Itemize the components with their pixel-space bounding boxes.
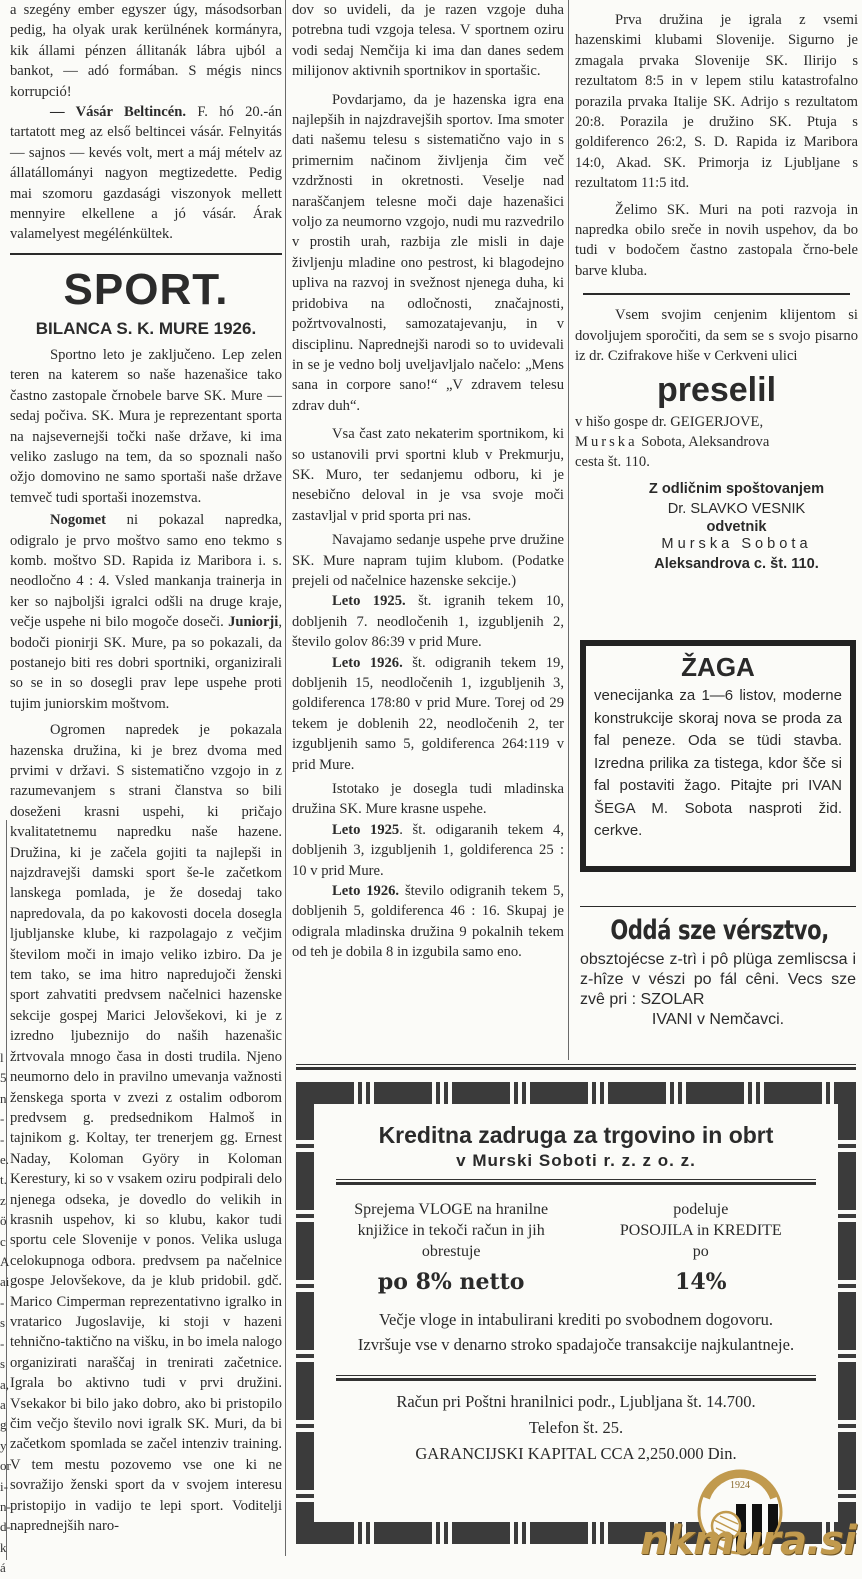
article-paragraph: Sportno leto je zaključeno. Lep zelen teren na katerem so naše hazenašice tako častno zastopale črnobele barve SK. Mure — sedaj počiva. SK. Mura je reprezentant sporta na najsevernejši točki naše države, ki ima veliko zaslugo na tem, da so spoznali našo ožjo domovino ne samo sportaši naše države temveč tudi sportaši inozemstva. <box>10 346 282 506</box>
ad-headline: preselil <box>656 370 777 409</box>
lawyer-relocation-ad <box>575 305 858 574</box>
edge-fragment: 5 <box>0 1070 7 1086</box>
article-paragraph: Nogomet ni pokazal napredka, odigralo je prvo moštvo samo eno tekmo s komb. moštvo SD. Rapida iz Maribora i. s. neodločno 4 : 4. Vsled mankanja trainerja in ker so najboljši igralci odšli na druge kraje, večje uspehe ni bilo mogoče doseči. Juniorji, bodoči pionirji SK. Mure, pa so pokazali, da postanejo biti res dobri sportniki, organizirali so se in so dosegli prav lepe uspehe proti tujim juniorskim moštvom. <box>10 512 282 712</box>
ad-address-2: Murska Sobota, Aleksandrova <box>575 433 770 450</box>
vasar-text: F. hó 20.-án tartatott meg az első beltincei vásár. Felnyitás — sajnos — kevés volt, mert a máj mételv az állatállományi nagyon megtizedette. Pedig mai szomoru gazdasági viszonyok mellett mennyire elkellene a jó vásár. Árak valamelyest megélénkültek. <box>10 104 282 243</box>
edge-fragment: n- <box>0 1498 11 1514</box>
edge-fragment: c <box>0 1233 6 1249</box>
ad-footer: Telefon št. 25. <box>528 1418 624 1437</box>
ad-title: odvetnik <box>706 518 767 535</box>
edge-fragment: t. <box>0 1172 7 1188</box>
article-paragraph: Ogromen napredek je pokazala hazenska družina, ki je brez dvoma med prvimi v državi. S sistematično vzgojo in z razumevanjem s strani članstva so bili doseženi krasni uspehi, ki pričajo kvalitatetnemu napredku naše hazene. Družina, ki je začela gojiti ta najlepši in najzdravejši damski sport še-le začetkom lanskega pomlada, je že dosedaj tako napredovala, da po kakovosti docela dosegla ljubljanske klube, ki razpolagajo z večjim številom moči in imajo veliko izbiro. Da je tem tako, se ima hitro napredujoči ženski sport zahvatiti predvsem načelnici hazenske sekcije gospej Marici Jelovšekovi, ki je z izredno ljubeznijo do naših hazenašic žrtvovala mnogo časa in dosti trudila. Njeno neumorno delo in pravilno umevanja važnosti ženskega sporta v zvezi z ostalim odborom predvsem g. predsednikom Halmoš in tajnikom g. Koltay, ter trenerjem gg. Ernest Naday, Koloman Györy in Koloman Kerestury, ki so v vsakem oziru podpirali delo njenega odseka, je dovedlo do velikih in krasnih uspehov, ki so klubu, kakor tudi sportu cele Slovenije v ponos. Velika usluga celokupnoga odbora. predvsem pa načelnice gospe Jelovšekove, da je klub pridobil. gdč. Marico Cimperman reprezentativno igralko in vratarico Jugoslavije, ki stoji v hazeni tehnično-taktično na višku, in bo imela nalogo organizirati naraščaj in trenirati začetnice. Igrala bo aktivno tudi v prvi družini. Vsekakor bi bilo jako dobro, ako bi pristopilo čim večjo število novi igralk SK. Muri, da bi začetkom spomlada se začel intenziv training. V tem mestu pozovemo vse one ki ne sovražijo ženski sport da v svojem interesu pristopijo in vadijo te lepi sport. Voditelji naprednejših naro- <box>10 722 282 1535</box>
edge-fragment: z <box>0 1192 6 1208</box>
column-2 <box>292 0 564 1060</box>
ad-closing: Z odličnim spoštovanjem <box>648 480 825 497</box>
sawmill-ad <box>580 640 856 872</box>
deposits-block <box>336 1199 566 1293</box>
section-divider <box>583 293 850 295</box>
ad-footer: Račun pri Poštni hranilnici podr., Ljubljana št. 14.700. <box>396 1392 756 1411</box>
stats-1925-first: Leto 1925. št. igranih tekem 10, dobljenih 7. neodločenih 1, izgubljenih 2, število golov 86:39 v prid Mure. <box>292 593 564 651</box>
loans-line: po <box>692 1243 709 1260</box>
edge-fragment: l <box>0 1050 4 1065</box>
site-watermark[interactable]: nkmura.si <box>640 1518 856 1564</box>
loans-line: podeluje <box>673 1201 729 1218</box>
article-paragraph: Povdarjamo, da je hazenska igra ena najlepših in najzdravejših sportov. Ima smoter dati našemu telesu s sistematično vajo in s primernim načinom življenja čim več vzdržnosti in okretnosti. Veselje nad naraščanjem telesne moči daje hazenašici voljo za neumorno vzgojo, nudi mu razvedrilo v prostih urah, razbija zle misli in daje življenju mladine ono pestrost, ki blagodejno upliva na razvoj in svežnost njenega duha, ki pridobiva na odločnosti, značajnosti, požrtvovalnosti, samozatajevanju, in v disciplinu. Naprednejši narodi so to uvidevali in se je vedno bolj uveljavljalo načelo: „Mens sana in corpore sano!“ „V zdravem telesu zdrav duh“. <box>292 91 564 414</box>
deposits-text: Sprejema VLOGE na hranilne knjižice in tekoči račun in jih obrestuje <box>354 1201 549 1260</box>
ad-footer: GARANCIJSKI KAPITAL CCA 2,250.000 Din. <box>415 1444 737 1463</box>
ornamental-border-left <box>296 1082 314 1544</box>
nogomet-lead: Nogomet <box>50 512 106 529</box>
section-divider <box>580 906 856 907</box>
edge-fragment: - <box>0 1335 5 1351</box>
logo-year: 1924 <box>730 1480 750 1491</box>
ad-note: Izvršuje vse v denarno stroko spadajoče transakcije najkulantneje. <box>357 1335 795 1354</box>
ad-note: Večje vloge in intabulirani krediti po svobodnem dogovoru. <box>378 1310 774 1329</box>
vasar-paragraph <box>10 102 282 245</box>
ornamental-border-top <box>296 1082 856 1104</box>
loans-block <box>586 1199 816 1293</box>
edge-fragment: y <box>0 1437 7 1453</box>
loan-rate: 14% <box>675 1269 727 1295</box>
edge-fragment: s <box>0 1315 6 1331</box>
article-paragraph: Želimo SK. Muri na poti razvoja in napredka obilo sreče in novih uspehov, da bo tudi v bodočem častno zastopala črno-bele barve kluba. <box>575 201 858 279</box>
article-paragraph: Navajamo sedanje uspehe prve družine SK. Mure napram tujim klubom. (Podatke prejeli od načelnice hazenske sekcije.) <box>292 532 564 589</box>
juniorji-lead: Juniorji <box>228 614 279 631</box>
edge-fragment: A <box>0 1254 10 1270</box>
farm-lease-ad <box>580 900 856 1030</box>
edge-fragment: n <box>0 1090 7 1106</box>
stats-1925-youth: Leto 1925. št. odigaranih tekem 4, dobljenih 3, izgubljenih 1, goldiferenca 25 : 10 v prid Mure. <box>292 821 564 879</box>
column-1 <box>10 0 282 1566</box>
article-paragraph: Prva družina je igrala z vsemi hazenskimi klubami Slovenije. Sigurno je zmagala prvaka Slovenije SK. Ilirijo s rezultatom 8:5 in v lepem stilu katastrofalno porazila prvaka Italije SK. Adrijo s rezultatom 20:8. Porazila je družino SK. Ptuja s goldiferenco 26:2, S. D. Rapida iz Maribora 14:0, Akad. SK. Primorja iz Ljubljane s rezultatom 11:5 itd. <box>575 12 858 192</box>
ad-city: Murska Sobota <box>661 535 812 552</box>
column-divider-right <box>568 0 569 1060</box>
section-divider <box>10 253 282 255</box>
edge-fragment: - <box>0 1131 5 1147</box>
deposit-rate: po 8% netto <box>377 1269 525 1295</box>
ad-title: Oddá sze vérsztvo, <box>610 915 829 946</box>
edge-fragment: or <box>0 1458 11 1474</box>
edge-fragment: a, <box>0 1376 10 1392</box>
edge-fragment: - <box>0 1111 5 1127</box>
edge-fragment: ö <box>0 1213 7 1229</box>
edge-fragment: i- <box>0 1478 8 1494</box>
article-paragraph: Istotako je dosegla tudi mladinska družina SK. Mure krasne uspehe. <box>292 781 564 818</box>
ad-address-1: v hišo gospe dr. GEIGERJOVE, <box>575 413 764 430</box>
edge-fragment: d- <box>0 1519 11 1535</box>
column-divider-left <box>285 0 286 1556</box>
ad-divider <box>296 1064 856 1070</box>
section-title: SPORT. <box>63 264 229 314</box>
hungarian-paragraph: a szegény ember egyszer úgy, másodsorban pedig, ha olyak urak kerülnének kormányra, kik állami pénzen állitanák lábra ujból a bankot, — adó formában. S mégis nincs korrupció! <box>10 2 282 100</box>
ad-title: Kreditna zadruga za trgovino in obrt <box>378 1122 774 1148</box>
article-paragraph: dov so uvideli, da je razen vzgoje duha potrebna tudi vzgoja telesa. V sportnem oziru vodi sedaj Nemčija ki ima dan danes sedem milijonov aktivnih sportnikov in sportašic. <box>292 2 564 80</box>
edge-fragment: a <box>0 1396 6 1412</box>
edge-fragment: g <box>0 1417 7 1433</box>
ad-text: Vsem svojim cenjenim klijentom si dovoljujem sporočiti, da sem se s svojo pisarno iz dr. Czifrakove hiše v Cerkveni ulici <box>575 307 858 365</box>
ad-text: obsztojécse z-trì i pô plüga zemliscsa i z-hîze v vészi po fál cêni. Vecs sze zvê pri : SZOLAR <box>580 951 856 1008</box>
vasar-heading: — Vásár Beltincén. <box>50 104 186 121</box>
edge-fragment: e. <box>0 1152 10 1168</box>
article-title: BILANCA S. K. MURE 1926. <box>35 318 257 338</box>
edge-fragment: - <box>0 1294 5 1310</box>
ad-name: Dr. SLAVKO VESNIK <box>667 501 806 518</box>
edge-fragment: á <box>0 1560 6 1576</box>
ornamental-divider <box>336 1375 816 1381</box>
ornamental-divider <box>336 1179 816 1185</box>
edge-fragment: k <box>0 1539 7 1555</box>
ad-address-3: cesta št. 110. <box>575 454 650 471</box>
stats-1926-first: Leto 1926. št. odigranih tekem 19, dobljenih 15, neodločenih 1, izgubljenih 3, goldiferenca 178:80 v prid Mure. Torej od 29 tekem je doblenih 22, neodločenih 2, ter izgubljenih samo 5, goldiferenca 264:119 v prid Mure. <box>292 654 564 773</box>
ornamental-border-right <box>838 1082 856 1544</box>
stats-1926-youth: Leto 1926. število odigranih tekem 5, dobljenih 5, goldiferenca 46 : 16. Skupaj je odigrala mladinska družina 9 pokalnih tekem od teh je dobila 8 in izgubila samo eno. <box>292 883 564 961</box>
edge-fragment: s <box>0 1356 6 1372</box>
logo-name: N.K.MURA <box>720 1494 760 1503</box>
ad-text: venecijanka za 1—6 listov, moderne konstrukcije skoraj nova se proda za fal peneze. Oda se tüdi stavba. Izredna prilika za tistega, kdor šče si fal postaviti žago. Pitajte pri IVAN ŠEGA M. Sobota nasproti žid. cerkve. <box>594 687 842 839</box>
adjacent-column-fragments <box>0 1048 11 1579</box>
ad-street: Aleksandrova c. št. 110. <box>654 555 819 572</box>
edge-fragment: ai <box>0 1274 10 1290</box>
article-paragraph: Vsa čast zato nekaterim sportnikom, ki so ustanovili prvi sportni klub v Prekmurju, SK. Muro, ter sedanjemu odboru, ki je nesebično deloval in je vsa svoje moči zastavljal v prid sporta pri nas. <box>292 426 564 524</box>
ad-subtitle: v Murski Soboti r. z. z o. z. <box>456 1151 696 1170</box>
ad-title: ŽAGA <box>681 652 755 682</box>
loans-line: POSOJILA in KREDITE <box>619 1222 782 1239</box>
ad-text-last: IVANI v Nemčavci. <box>651 1011 785 1028</box>
